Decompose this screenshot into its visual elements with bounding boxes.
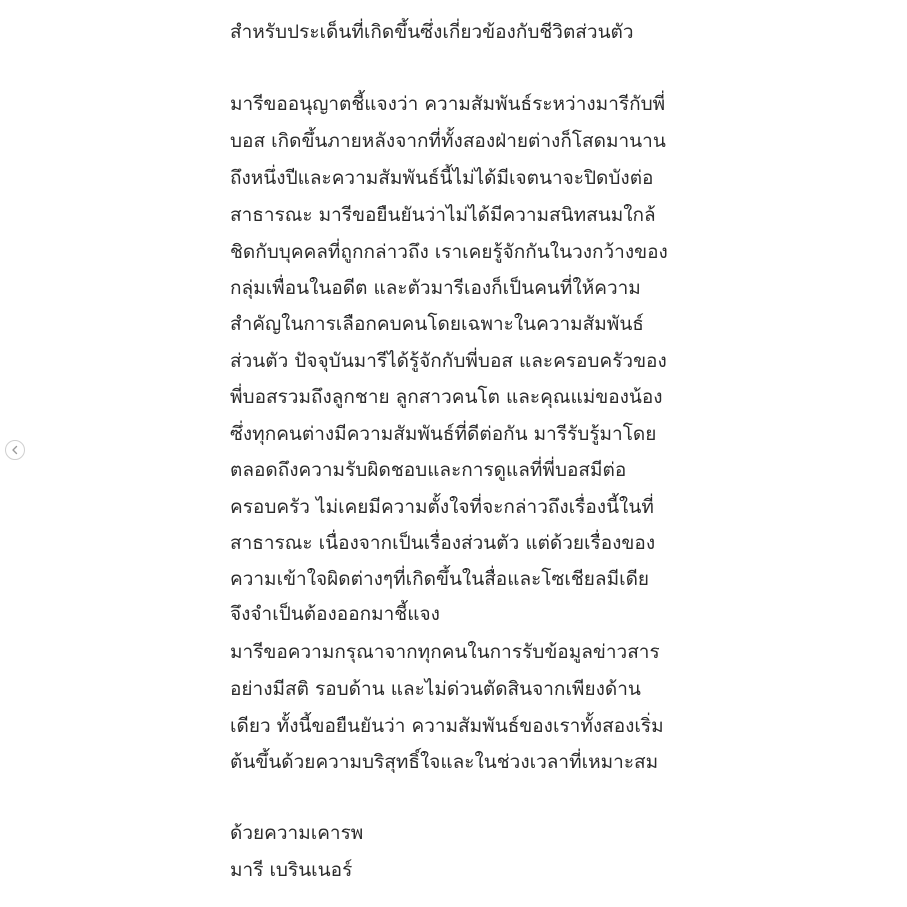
paragraph-line: มารีขออนุญาตชี้แจงว่า ความสัมพันธ์ระหว่างมารีกับพี่ bbox=[230, 93, 666, 115]
paragraph-line: ต้นขึ้นด้วยความบริสุทธิ์ใจและในช่วงเวลาที่เหมาะสม bbox=[230, 751, 659, 773]
paragraph-line: สำคัญในการเลือกคบคนโดยเฉพาะในความสัมพันธ์ bbox=[230, 313, 644, 335]
paragraph-line: สาธารณะ เนื่องจากเป็นเรื่องส่วนตัว แต่ด้วยเรื่องของ bbox=[230, 532, 656, 554]
paragraph-line: ตลอดถึงความรับผิดชอบและการดูแลที่พี่บอสมีต่อ bbox=[230, 459, 627, 481]
paragraph-line: ความเข้าใจผิดต่างๆที่เกิดขึ้นในสื่อและโซเชียลมีเดีย bbox=[230, 568, 650, 590]
paragraph-line: มารีขอความกรุณาจากทุกคนในการรับข้อมูลข่าวสาร bbox=[230, 641, 660, 663]
paragraph-line: สาธารณะ มารีขอยืนยันว่าไม่ได้มีความสนิทสนมใกล้ bbox=[230, 204, 656, 226]
paragraph-line: เดียว ทั้งนี้ขอยืนยันว่า ความสัมพันธ์ของเราทั้งสองเริ่ม bbox=[230, 715, 664, 737]
paragraph-line: ส่วนตัว ปัจจุบันมารีได้รู้จักกับพี่บอส และครอบครัวของ bbox=[230, 350, 667, 372]
chevron-left-icon bbox=[10, 445, 20, 455]
previous-slide-button[interactable] bbox=[5, 440, 25, 460]
paragraph-line: พี่บอสรวมถึงลูกชาย ลูกสาวคนโต และคุณแม่ของน้อง bbox=[230, 386, 663, 408]
paragraph-line: จึงจำเป็นต้องออกมาชี้แจง bbox=[230, 603, 440, 625]
paragraph-line: บอส เกิดขึ้นภายหลังจากที่ทั้งสองฝ่ายต่างก็โสดมานาน bbox=[230, 130, 666, 152]
paragraph-line: อย่างมีสติ รอบด้าน และไม่ด่วนตัดสินจากเพียงด้าน bbox=[230, 678, 641, 700]
paragraph-line: ชิดกับบุคคลที่ถูกกล่าวถึง เราเคยรู้จักกันในวงกว้างของ bbox=[230, 241, 668, 263]
closing-text: ด้วยความเคารพ bbox=[230, 822, 364, 844]
paragraph-line: ถึงหนึ่งปีและความสัมพันธ์นี้ไม่ได้มีเจตนาจะปิดบังต่อ bbox=[230, 167, 654, 189]
signature-text: มารี เบรินเนอร์ bbox=[230, 859, 353, 881]
paragraph-line: ซึ่งทุกคนต่างมีความสัมพันธ์ที่ดีต่อกัน มารีรับรู้มาโดย bbox=[230, 423, 657, 445]
paragraph-line: ครอบครัว ไม่เคยมีความตั้งใจที่จะกล่าวถึงเรื่องนี้ในที่ bbox=[230, 496, 654, 518]
statement-heading: สำหรับประเด็นที่เกิดขึ้นซึ่งเกี่ยวข้องกับชีวิตส่วนตัว bbox=[230, 21, 634, 43]
paragraph-line: กลุ่มเพื่อนในอดีต และตัวมารีเองก็เป็นคนที่ให้ความ bbox=[230, 277, 641, 299]
